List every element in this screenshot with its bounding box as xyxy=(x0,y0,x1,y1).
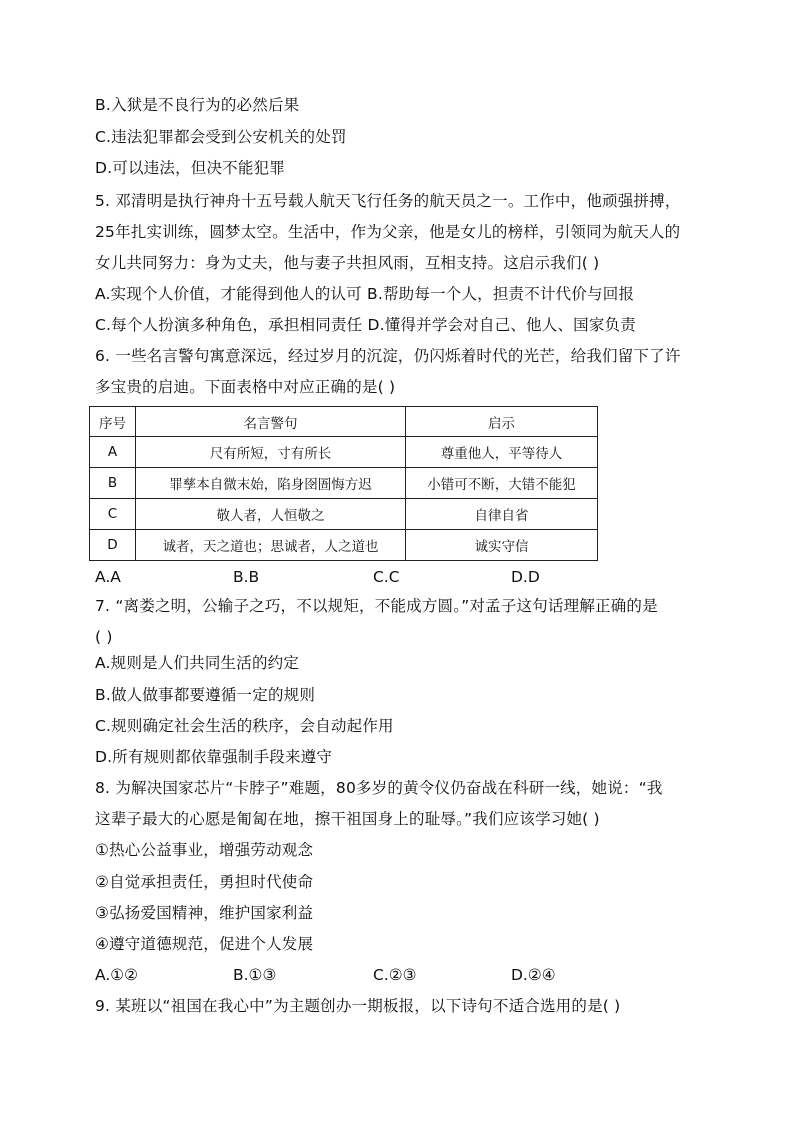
q5-stem-line-1: 5. 邓清明是执行神舟十五号载人航天飞行任务的航天员之一。工作中，他顽强拼搏， xyxy=(95,192,681,210)
q8-statement-1: ①热心公益事业，增强劳动观念 xyxy=(95,841,314,859)
table-cell: 自律自省 xyxy=(406,499,598,530)
table-cell: B xyxy=(90,468,136,499)
table-row xyxy=(90,468,598,499)
table-header-cell: 名言警句 xyxy=(136,407,406,437)
q7-stem-line-1: 7. “离娄之明，公输子之巧，不以规矩，不能成方圆。”对孟子这句话理解正确的是 xyxy=(95,597,658,615)
table-cell: A xyxy=(90,437,136,468)
q6-stem-line-1: 6. 一些名言警句寓意深远，经过岁月的沉淀，仍闪烁着时代的光芒，给我们留下了许 xyxy=(95,347,681,365)
q6-option-b: B.B xyxy=(233,568,260,586)
q8-statement-2: ②自觉承担责任，勇担时代使命 xyxy=(95,873,314,891)
q5-options-ab: A.实现个人价值，才能得到他人的认可 B.帮助每一个人，担责不计代价与回报 xyxy=(95,285,635,303)
table-cell: 小错可不断，大错不能犯 xyxy=(406,468,598,499)
q5-stem-line-2: 25年扎实训练，圆梦太空。生活中，作为父亲，他是女儿的榜样，引领同为航天人的 xyxy=(95,223,681,241)
q6-table xyxy=(89,406,598,561)
table-row xyxy=(90,437,598,468)
table-cell: 敬人者，人恒敬之 xyxy=(136,499,406,530)
q8-stem-line-2: 这辈子最大的心愿是匍匐在地，擦干祖国身上的耻辱。”我们应该学习她( ) xyxy=(95,810,600,828)
q4-option-d: D.可以违法，但决不能犯罪 xyxy=(95,159,285,177)
q9-stem-line-1: 9. 某班以“祖国在我心中”为主题创办一期板报，以下诗句不适合选用的是( ) xyxy=(95,997,621,1015)
table-cell: 尺有所短，寸有所长 xyxy=(136,437,406,468)
q8-option-b: B.①③ xyxy=(233,966,277,984)
q8-option-d: D.②④ xyxy=(511,966,556,984)
q7-option-a: A.规则是人们共同生活的约定 xyxy=(95,654,300,672)
q6-option-d: D.D xyxy=(511,568,540,586)
table-cell: 尊重他人，平等待人 xyxy=(406,437,598,468)
table-row xyxy=(90,499,598,530)
q6-option-a: A.A xyxy=(95,568,121,586)
q6-stem-line-2: 多宝贵的启迪。下面表格中对应正确的是( ) xyxy=(95,378,396,396)
q8-statement-4: ④遵守道德规范，促进个人发展 xyxy=(95,935,314,953)
table-cell: 诚者，天之道也；思诚者，人之道也 xyxy=(136,530,406,561)
q4-option-c: C.违法犯罪都会受到公安机关的处罚 xyxy=(95,128,347,146)
q8-option-a: A.①② xyxy=(95,966,139,984)
table-row xyxy=(90,530,598,561)
q8-statement-3: ③弘扬爱国精神，维护国家利益 xyxy=(95,904,314,922)
q8-stem-line-1: 8. 为解决国家芯片“卡脖子”难题，80多岁的黄令仪仍奋战在科研一线，她说：“我 xyxy=(95,779,663,797)
table-cell: D xyxy=(90,530,136,561)
table-cell: 罪孳本自微末始，陷身囹圄悔方迟 xyxy=(136,468,406,499)
table-header-cell: 序号 xyxy=(90,407,136,437)
table-cell: C xyxy=(90,499,136,530)
q6-option-c: C.C xyxy=(373,568,400,586)
table-cell: 诚实守信 xyxy=(406,530,598,561)
table-header-row xyxy=(90,407,598,437)
q7-stem-line-2: ( ) xyxy=(95,628,113,646)
q5-stem-line-3: 女儿共同努力：身为丈夫，他与妻子共担风雨，互相支持。这启示我们( ) xyxy=(95,254,600,272)
q8-option-c: C.②③ xyxy=(373,966,417,984)
table-header-cell: 启示 xyxy=(406,407,598,437)
q7-option-c: C.规则确定社会生活的秩序，会自动起作用 xyxy=(95,717,394,735)
q7-option-b: B.做人做事都要遵循一定的规则 xyxy=(95,686,316,704)
q4-option-b: B.入狱是不良行为的必然后果 xyxy=(95,96,300,114)
q5-options-cd: C.每个人扮演多种角色，承担相同责任 D.懂得并学会对自己、他人、国家负责 xyxy=(95,316,636,334)
q7-option-d: D.所有规则都依靠强制手段来遵守 xyxy=(95,748,333,766)
